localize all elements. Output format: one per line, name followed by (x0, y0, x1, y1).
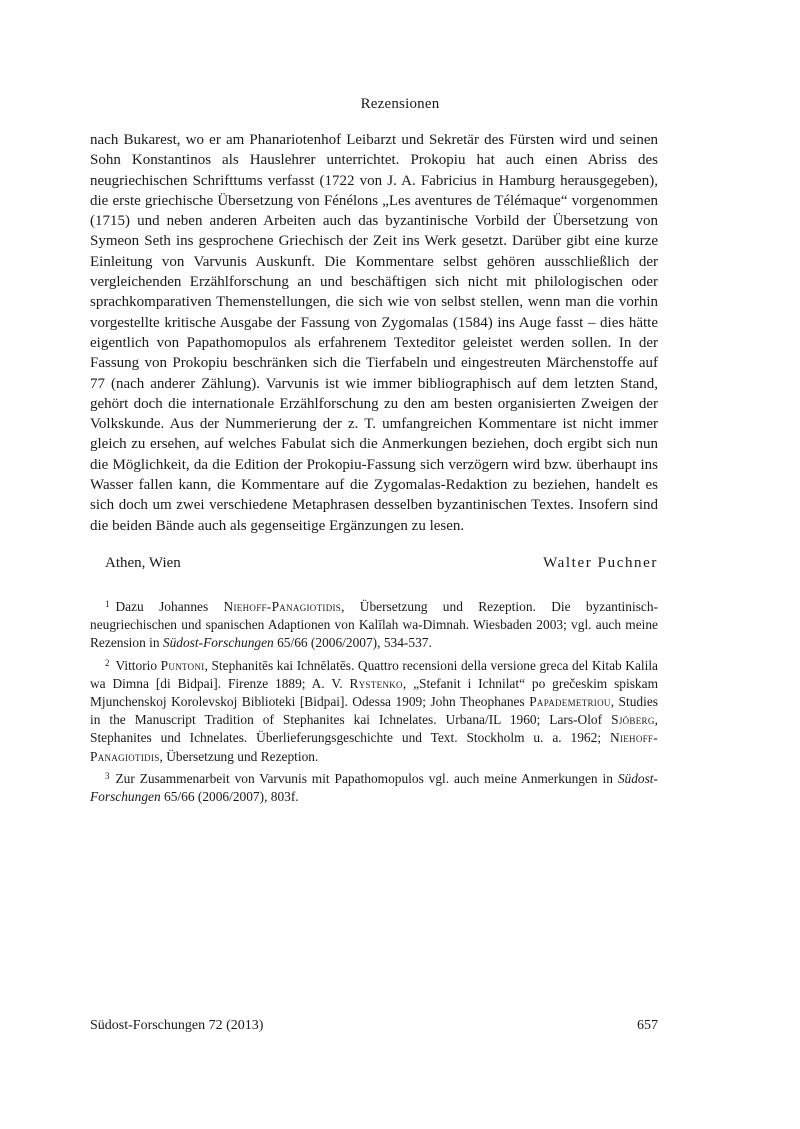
page-number: 657 (637, 1018, 658, 1033)
review-signature (105, 555, 658, 572)
footnote-text: , Übersetzung und Rezeption. (159, 748, 319, 764)
footnotes (90, 595, 658, 807)
footnote-text: Zur Zusammenarbeit von Varvunis mit Papathomopulos vgl. auch meine Anmerkungen in (115, 770, 618, 786)
footnote-number: 1 (105, 599, 110, 609)
footnote-1 (90, 595, 658, 653)
author-name: Rystenko (349, 675, 403, 691)
page-footer (90, 1018, 658, 1034)
journal-title: Südost-Forschungen (162, 635, 274, 651)
author-name: Puntoni (160, 657, 205, 673)
footnote-text: 65/66 (2006/2007), 534-537. (273, 635, 432, 651)
footnote-number: 3 (105, 770, 110, 781)
author-name: Niehoff-Panagiotidis (223, 599, 342, 614)
footnote-3 (90, 767, 658, 806)
footnote-text: Vittorio (115, 657, 161, 673)
running-head: Rezensionen (360, 96, 440, 112)
footnote-2 (90, 654, 658, 766)
journal-citation: Südost-Forschungen 72 (2013) (90, 1018, 264, 1033)
footnote-text: 65/66 (2006/2007), 803f. (160, 789, 299, 805)
footnote-text: , Übersetzung und Rezeption. Die byzantinisch-neugriechischen und spanischen Adaptionen von Kalīlah wa-Dimnah. Wiesbaden 2003; vgl. auch meine Rezension in (90, 599, 659, 651)
footnote-number: 2 (105, 657, 110, 668)
footnote-text: , Stephanitēs kai Ichnēlatēs. Quattro recensioni della versione greca del Kitab Kalila wa Dimna [di Bidpai]. Firenze 1889; A. V. (90, 657, 658, 691)
author-name: Papademetriou (529, 694, 611, 710)
signature-place: Athen, Wien (105, 555, 181, 571)
footnote-text: Dazu Johannes (115, 599, 224, 614)
journal-title: Südost-Forschungen (90, 770, 658, 805)
footnote-text: , Studies in the Manuscript Tradition of Stephanites kai Ichnelates. Urbana/IL 1960; Lars-Olof (90, 694, 658, 728)
footnote-text: , „Stefanit i Ichnilat“ po grečeskim spiskam Mjunchenskoj Korolevskoj Biblioteki [Bidpai]. Odessa 1909; John Theophanes (90, 675, 658, 710)
footnote-text: , Stephanites und Ichnelates. Überlieferungsgeschichte und Text. Stockholm u. a. 1962; (90, 712, 658, 746)
author-name: Niehoff-Panagiotidis (90, 730, 658, 764)
review-body-paragraph: nach Bukarest, wo er am Phanariotenhof Leibarzt und Sekretär des Fürsten wird und seinen Sohn Konstantinos als Hauslehrer unterrichtet. Prokopiu hat auch einen Abriss des neugriechischen Schrifttums verfasst (1722 von J. A. Fabricius in Hamburg herausgegeben), die erste griechische Übersetzung von Fénélons „Les aventures de Télémaque“ vorgenommen (1715) und neben anderen Arbeiten auch das byzantinische Vorbild der Übersetzung von Symeon Seth ins gesprochene Griechisch der Zeit ins Werk gesetzt. Darüber gibt eine kurze Einleitung von Varvunis Auskunft. Die Kommentare selbst gehören ausschließlich der vergleichenden Erzählforschung an und beschäftigen sich nicht mit philologischen oder sprachkomparativen Themenstellungen, die sich wie von selbst stellen, wenn man die vorhin vorgestellte kritische Ausgabe der Fassung von Zygomalas (1584) ins Auge fasst – dies hätte eigentlich von Papathomopulos als erfahrenem Texteditor geleistet werden sollen. In der Fassung von Prokopiu beschränken sich die Tierfabeln und eingestreuten Märchenstoffe auf 77 (nach anderer Zählung). Varvunis ist wie immer bibliographisch auf dem letzten Stand, gehört doch die internationale Erzählforschung zu den am besten organisierten Zweigen der Volkskunde. Aus der Nummerierung der z. T. umfangreichen Kommentare ist nicht immer gleich zu ersehen, auf welches Fabulat sich die Anmerkungen beziehen, doch ergibt sich nun die Möglichkeit, da die Edition der Prokopiu-Fassung sich verzögern wird bzw. überhaupt ins Wasser fallen kann, die Kommentare auf die Zygomalas-Redaktion zu beziehen, handelt es sich doch um zwei verschiedene Metaphrasen desselben byzantinischen Textes. Insofern sind die beiden Bände auch als gegenseitige Ergänzungen zu lesen. (90, 132, 658, 534)
signature-author: Walter Puchner (543, 555, 658, 571)
author-name: Sjöberg (611, 712, 655, 728)
